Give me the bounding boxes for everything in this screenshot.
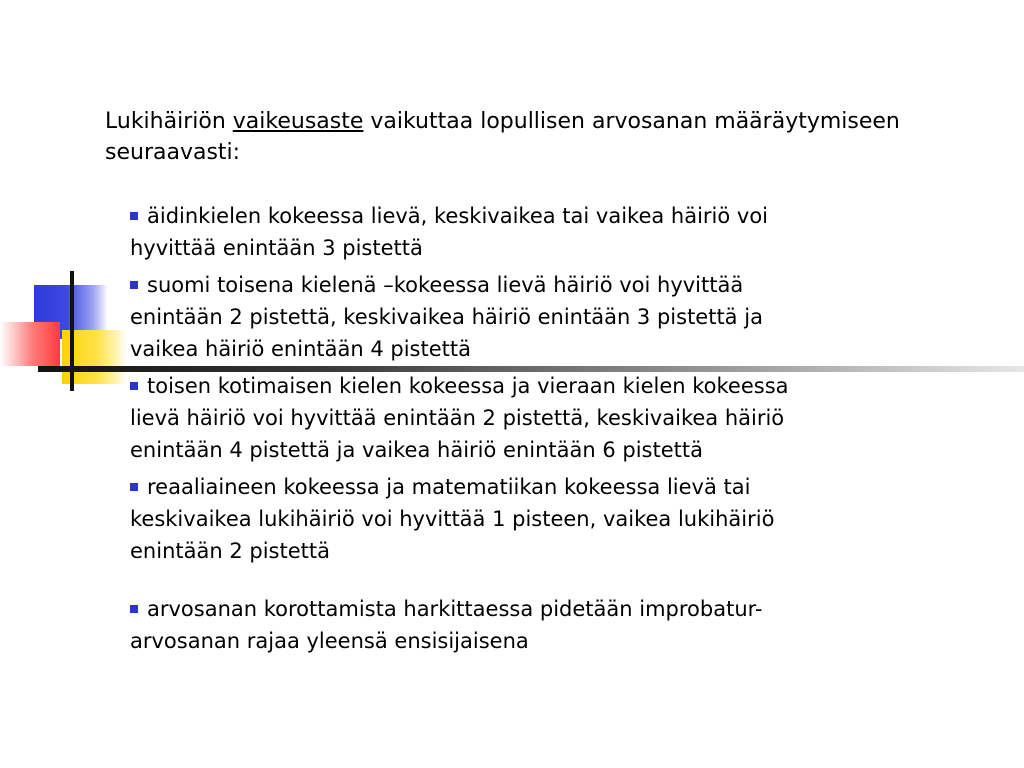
bullet-text: reaaliaineen kokeessa ja matematiikan kokeessa lievä tai keskivaikea lukihäiriö voi hyvittää 1 pisteen, vaikea lukihäiriö enintään 2 pistettä xyxy=(130,475,775,563)
bullet-text: toisen kotimaisen kielen kokeessa ja vieraan kielen kokeessa lievä häiriö voi hyvittää enintään 2 pistettä, keskivaikea häiriö enintään 4 pistettä ja vaikea häiriö enintään 6 pistettä xyxy=(130,374,789,462)
list-item xyxy=(130,269,830,365)
square-bullet-icon xyxy=(130,605,138,613)
bullet-text: äidinkielen kokeessa lievä, keskivaikea tai vaikea häiriö voi hyvittää enintään 3 pistettä xyxy=(130,204,769,260)
list-item xyxy=(130,471,830,567)
intro-text-start: Lukihäiriön xyxy=(105,109,233,134)
intro-paragraph xyxy=(105,106,965,168)
bullet-list xyxy=(130,200,830,662)
list-item xyxy=(130,370,830,466)
vaikeusaste-link[interactable]: vaikeusaste xyxy=(232,109,364,134)
bullet-text: arvosanan korottamista harkittaessa pidetään improbatur-arvosanan rajaa yleensä ensisijaisena xyxy=(130,597,763,653)
square-bullet-icon xyxy=(130,483,138,491)
bullet-text: suomi toisena kielenä –kokeessa lievä häiriö voi hyvittää enintään 2 pistettä, keskivaikea häiriö enintään 3 pistettä ja vaikea häiriö enintään 4 pistettä xyxy=(130,273,763,361)
decorative-red-square xyxy=(0,322,60,366)
square-bullet-icon xyxy=(130,382,138,390)
intro-text-end: vaikuttaa lopullisen arvosanan määräytymiseen seuraavasti: xyxy=(105,109,900,165)
decorative-vertical-line xyxy=(70,271,74,391)
square-bullet-icon xyxy=(130,281,138,289)
list-item xyxy=(130,593,830,657)
square-bullet-icon xyxy=(130,212,138,220)
list-item xyxy=(130,200,830,264)
